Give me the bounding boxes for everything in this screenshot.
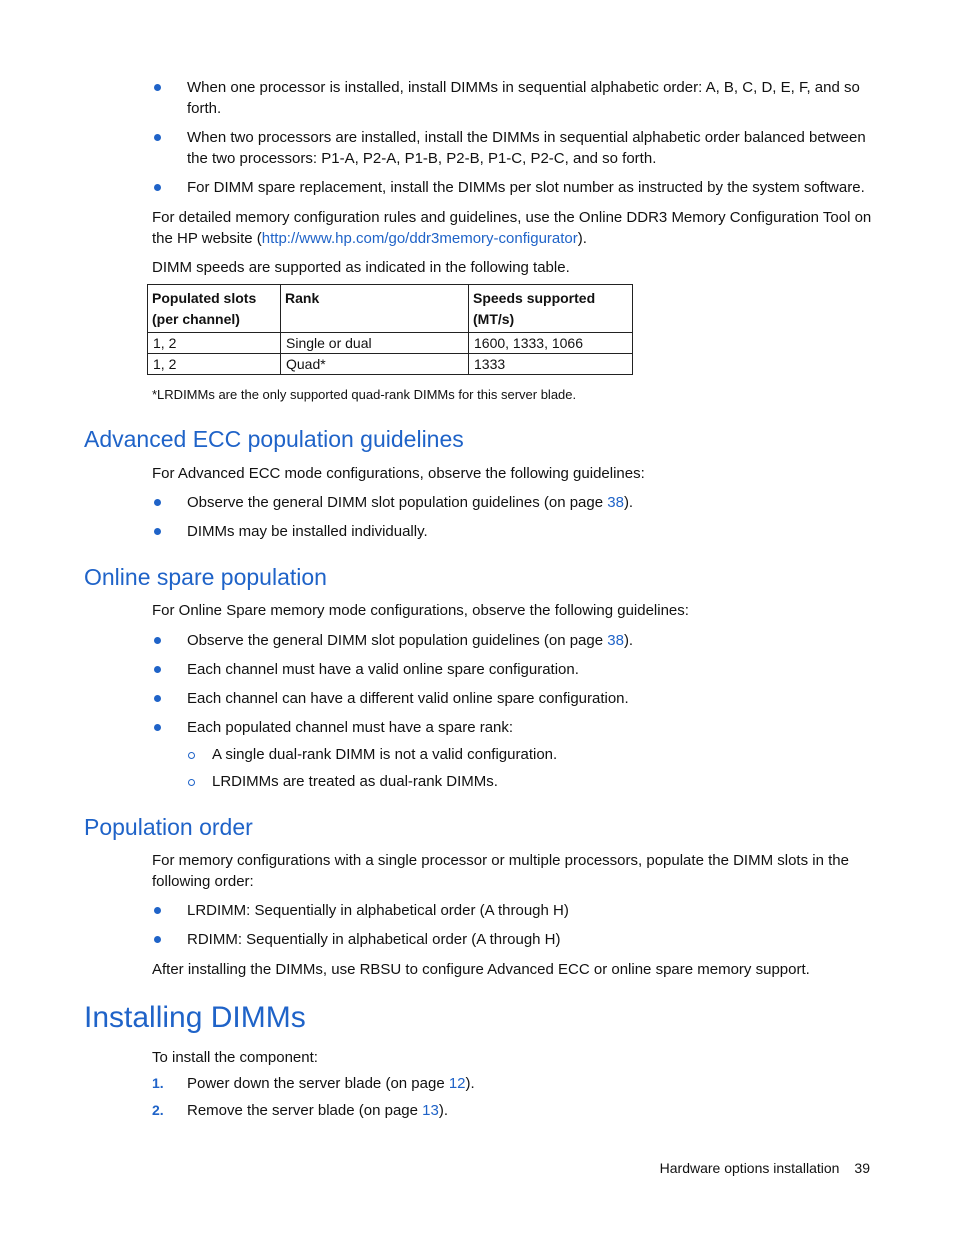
list-item: LRDIMM: Sequentially in alphabetical order (A through H) <box>152 900 872 921</box>
bullet-icon <box>154 134 161 141</box>
population-order-bullet-list <box>152 900 872 950</box>
list-item: Each populated channel must have a spare rank: <box>152 717 872 738</box>
population-order-outro: After installing the DIMMs, use RBSU to configure Advanced ECC or online spare memory support. <box>152 961 810 978</box>
page-number: 39 <box>854 1160 870 1176</box>
column-header: Speeds supported (MT/s) <box>469 285 633 333</box>
spare-rank-sub-list <box>188 744 557 792</box>
column-header: Populated slots (per channel) <box>148 285 281 333</box>
config-tool-paragraph: For detailed memory configuration rules and guidelines, use the Online DDR3 Memory Configuration Tool on the HP website (http://www.hp.com/go/ddr3memory-configurator). <box>152 209 872 247</box>
list-item: 2. Remove the server blade (on page 13). <box>152 1102 448 1119</box>
install-steps-list <box>152 1073 475 1121</box>
bullet-icon <box>154 936 161 943</box>
table-row <box>148 354 633 375</box>
bullet-icon <box>154 724 161 731</box>
table-row <box>148 333 633 354</box>
intro-bullet-list <box>152 77 872 198</box>
list-item: Each channel can have a different valid online spare configuration. <box>152 688 872 709</box>
column-header: Rank <box>281 285 469 333</box>
step-number: 1. <box>152 1075 164 1091</box>
online-spare-bullet-list <box>152 630 872 738</box>
list-item: When one processor is installed, install DIMMs in sequential alphabetic order: A, B, C, D, E, F, and so forth. <box>152 77 872 119</box>
chapter-heading-installing-dimms: Installing DIMMs <box>84 1001 306 1034</box>
list-item: Each channel must have a valid online spare configuration. <box>152 659 872 680</box>
section-heading-population-order: Population order <box>84 814 253 840</box>
list-item: A single dual-rank DIMM is not a valid configuration. <box>188 744 557 765</box>
bullet-icon <box>154 499 161 506</box>
page-link[interactable]: 13 <box>422 1102 439 1119</box>
step-number: 2. <box>152 1102 164 1118</box>
table-intro: DIMM speeds are supported as indicated in the following table. <box>152 259 570 276</box>
table-footnote: *LRDIMMs are the only supported quad-rank DIMMs for this server blade. <box>152 387 577 402</box>
bullet-icon <box>154 528 161 535</box>
list-item: 1. Power down the server blade (on page 12). <box>152 1075 475 1092</box>
page-link[interactable]: 38 <box>607 494 624 511</box>
bullet-icon <box>154 84 161 91</box>
bullet-icon <box>154 637 161 644</box>
table-cell: 1600, 1333, 1066 <box>469 333 633 354</box>
bullet-icon <box>154 184 161 191</box>
list-item: LRDIMMs are treated as dual-rank DIMMs. <box>188 771 557 792</box>
page-link[interactable]: 12 <box>448 1075 466 1092</box>
page-footer <box>660 1159 870 1177</box>
table-cell: Single or dual <box>281 333 469 354</box>
advanced-ecc-bullet-list <box>152 492 872 542</box>
list-item: For DIMM spare replacement, install the DIMMs per slot number as instructed by the system software. <box>152 177 872 198</box>
dimm-speed-table <box>147 284 633 375</box>
table-cell: 1, 2 <box>148 354 281 375</box>
sub-bullet-icon <box>188 779 195 786</box>
list-item: Observe the general DIMM slot population guidelines (on page 38). <box>152 630 872 651</box>
list-item: RDIMM: Sequentially in alphabetical order (A through H) <box>152 929 872 950</box>
table-cell: Quad* <box>281 354 469 375</box>
page-link[interactable]: 38 <box>607 632 624 649</box>
section-heading-online-spare: Online spare population <box>84 564 327 590</box>
advanced-ecc-intro: For Advanced ECC mode configurations, observe the following guidelines: <box>152 465 645 482</box>
population-order-intro: For memory configurations with a single processor or multiple processors, populate the DIMM slots in the following order: <box>152 852 849 890</box>
installing-intro: To install the component: <box>152 1049 318 1066</box>
bullet-icon <box>154 666 161 673</box>
footer-section-title: Hardware options installation <box>659 1160 840 1176</box>
list-item: When two processors are installed, install the DIMMs in sequential alphabetic order balanced between the two processors: P1-A, P2-A, P1-B, P2-B, P1-C, P2-C, and so forth. <box>152 127 872 169</box>
list-item: Observe the general DIMM slot population guidelines (on page 38). <box>152 492 872 513</box>
configurator-link[interactable]: http://www.hp.com/go/ddr3memory-configurator <box>261 230 578 247</box>
table-header-row <box>148 285 633 333</box>
online-spare-intro: For Online Spare memory mode configurations, observe the following guidelines: <box>152 602 689 619</box>
bullet-icon <box>154 695 161 702</box>
sub-bullet-icon <box>188 752 195 759</box>
table-cell: 1333 <box>469 354 633 375</box>
list-item: DIMMs may be installed individually. <box>152 521 872 542</box>
bullet-icon <box>154 907 161 914</box>
section-heading-advanced-ecc: Advanced ECC population guidelines <box>84 426 464 452</box>
table-cell: 1, 2 <box>148 333 281 354</box>
